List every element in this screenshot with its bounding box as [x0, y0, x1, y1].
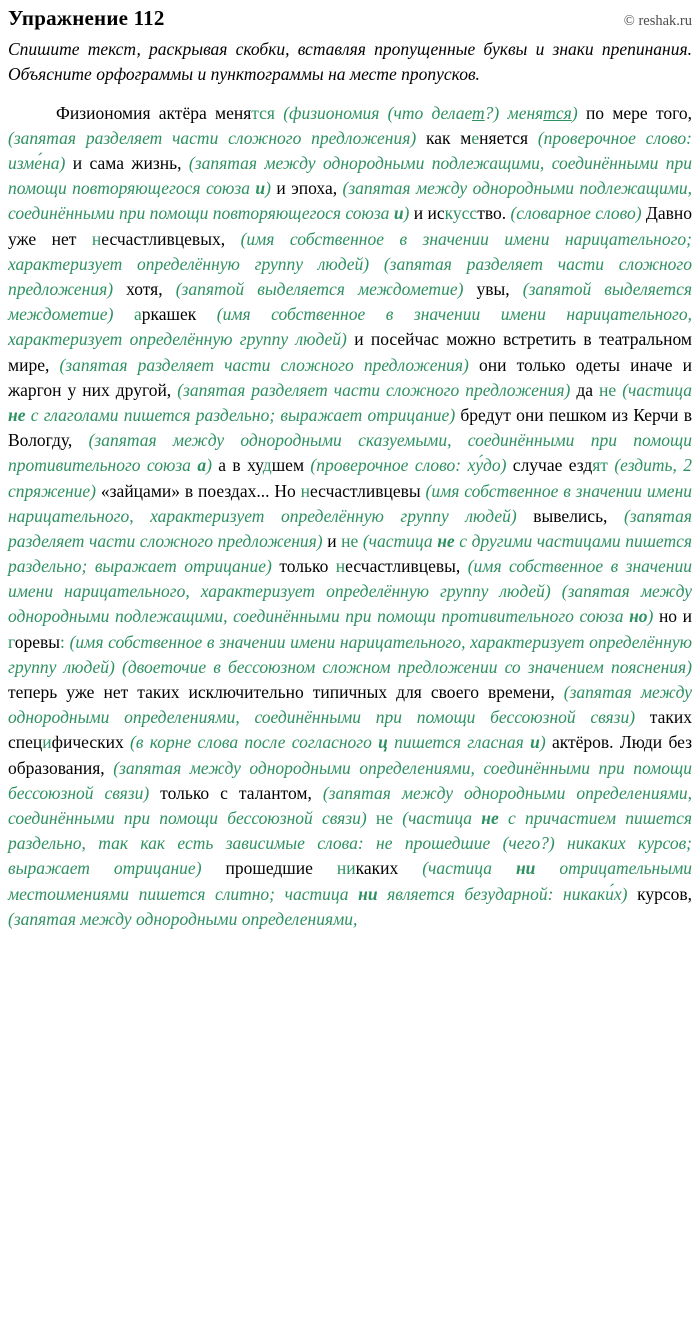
- answer-fragment: да: [576, 379, 600, 400]
- answer-fragment: няется: [479, 127, 538, 148]
- explanation-note: (запятая между однородными определениями, соединёнными при помощи бессоюзной связи): [8, 757, 692, 803]
- answer-fragment: фических: [51, 732, 131, 753]
- explanation-note: (имя собственное в значении имени нарицательного, характеризует определённую группу людей): [8, 480, 692, 526]
- explanation-note: является безударной: никаки́х): [377, 883, 638, 904]
- answer-fragment: оревы: [14, 631, 61, 652]
- explanation-note: (запятая разделяет части сложного предложения): [177, 379, 577, 400]
- explanation-note: пишется гласная: [387, 732, 531, 753]
- answer-text: [8, 101, 692, 932]
- inserted-letter: г: [8, 631, 15, 652]
- explanation-note-emphasis: не: [481, 807, 499, 828]
- answer-fragment: ркашек: [141, 304, 217, 325]
- explanation-note: (частица: [358, 530, 438, 551]
- explanation-note: ): [571, 102, 586, 123]
- explanation-note-emphasis: ни: [358, 883, 378, 904]
- answer-fragment: таких спец: [8, 707, 692, 753]
- inserted-letter: ни: [336, 858, 356, 879]
- explanation-note: (частица: [393, 807, 482, 828]
- answer-fragment: каких: [355, 858, 423, 879]
- explanation-note-emphasis: и: [255, 178, 266, 199]
- explanation-note: (словарное слово): [510, 203, 646, 224]
- explanation-note-underline: т: [472, 102, 485, 123]
- answer-fragment: и эпоха,: [276, 178, 343, 199]
- explanation-note: (запятая между однородными определениями, соединёнными при помощи бессоюзной связи): [8, 782, 693, 828]
- explanation-note: (запятой выделяется междометие): [175, 279, 477, 299]
- explanation-note: ): [539, 732, 552, 753]
- answer-fragment: но и: [658, 606, 692, 627]
- explanation-note: (запятая между однородными подлежащими, соединёнными при помощи повторяющегося союза: [8, 153, 692, 199]
- explanation-note-emphasis: но: [629, 606, 648, 627]
- explanation-note: (запятая разделяет части сложного предложения): [8, 505, 693, 551]
- answer-fragment: как м: [426, 127, 472, 148]
- explanation-note: с глаголами пишется раздельно; выражает отрицание): [25, 404, 461, 425]
- answer-fragment: хотя,: [126, 279, 176, 299]
- answer-fragment: теперь уже нет таких исключительно типичных для своего времени,: [8, 682, 564, 702]
- explanation-note: с причастием пишется раздельно, так как есть зависимые слова: не прошедшие (чего?) никаких курсов; выражает отрицание): [8, 807, 692, 879]
- page-title: Упражнение 112: [8, 6, 165, 30]
- answer-fragment: случае езд: [512, 455, 593, 476]
- explanation-note-emphasis: не: [8, 404, 26, 425]
- explanation-note: (частица: [616, 379, 693, 400]
- explanation-note: с другими частицами пишется раздельно; выражает отрицание): [8, 530, 693, 577]
- explanation-note: (запятая между однородными сказуемыми, соединёнными при помощи противительного союза: [8, 430, 692, 476]
- inserted-letter: тся: [251, 102, 275, 123]
- explanation-note: (ездить, 2 спряжение): [8, 455, 692, 501]
- inserted-letter: не: [375, 807, 394, 828]
- explanation-note: (проверочное слово: ху́до): [310, 455, 513, 476]
- explanation-note: (запятая между однородными определениями,: [8, 908, 358, 929]
- answer-fragment: и: [327, 530, 342, 551]
- inserted-letter: не: [599, 379, 617, 400]
- explanation-note: ?) меня: [484, 102, 544, 123]
- explanation-note: (частица: [422, 858, 516, 879]
- explanation-note: (имя собственное в значении имени нарицательного; характеризует определённую группу людей) (запятая разделяет части сложного предложения): [8, 228, 692, 299]
- inserted-letter: д: [262, 455, 272, 476]
- inserted-letter: н: [91, 228, 102, 249]
- site-watermark: © reshak.ru: [623, 13, 692, 29]
- answer-fragment: есчастливцевы,: [345, 556, 468, 577]
- task-instruction: Спишите текст, раскрывая скобки, вставляя пропущенные буквы и знаки препинания. Объясните орфограммы и пунктограммы на месте пропусков.: [8, 39, 692, 84]
- answer-fragment: увы,: [476, 279, 523, 299]
- answer-fragment: по мере того,: [585, 102, 692, 123]
- answer-fragment: шем: [271, 455, 311, 476]
- explanation-note: ): [647, 606, 659, 627]
- explanation-note-emphasis: и: [530, 732, 540, 753]
- answer-fragment: актёров. Люди без образования,: [8, 732, 693, 778]
- explanation-note: (запятая разделяет части сложного предложения): [59, 354, 479, 375]
- inserted-letter: :: [60, 631, 65, 652]
- explanation-note: (запятая между однородными определениями, соединёнными при помощи бессоюзной связи): [8, 682, 692, 728]
- inserted-letter: кусс: [444, 203, 478, 224]
- inserted-letter: и: [42, 732, 52, 753]
- answer-fragment: есчастливцевы: [309, 480, 426, 501]
- inserted-letter: н: [335, 556, 346, 577]
- inserted-letter: не: [341, 530, 359, 551]
- inserted-letter: ят: [592, 455, 608, 476]
- explanation-note: (имя собственное в значении имени нарицательного, характеризует определённую группу людей) (запятая между однородными подлежащими, соединёнными при помощи противительного союза: [8, 556, 692, 627]
- answer-fragment: и сама жизнь,: [72, 153, 189, 174]
- explanation-note-underline: тся: [543, 102, 572, 123]
- explanation-note: (запятая между однородными подлежащими, соединёнными при помощи повторяющегося союза: [8, 178, 692, 224]
- answer-fragment: и ис: [413, 203, 445, 224]
- explanation-note: отрицательными местоимениями пишется слитно; частица: [8, 858, 692, 904]
- explanation-note: ): [206, 455, 219, 476]
- explanation-note: ): [403, 203, 414, 224]
- explanation-note: (запятой выделяется междометие): [8, 279, 692, 325]
- answer-fragment: есчастливцевых,: [101, 228, 241, 249]
- answer-fragment: а в ху: [218, 455, 263, 476]
- answer-fragment: только с талантом,: [160, 782, 323, 803]
- answer-fragment: вывелись,: [533, 505, 624, 526]
- explanation-note-emphasis: ни: [515, 858, 536, 879]
- explanation-note-emphasis: ц: [378, 732, 388, 753]
- answer-fragment: Физиономия актёра меня: [56, 102, 252, 123]
- explanation-note-emphasis: а: [197, 455, 207, 476]
- answer-fragment: курсов,: [637, 883, 692, 904]
- answer-fragment: только: [279, 556, 336, 577]
- explanation-note: (запятая разделяет части сложного предложения): [8, 127, 426, 148]
- explanation-note: (имя собственное в значении имени нарицательного, характеризует определённую группу людей) (двоеточие в бессоюзном сложном предложении со значением пояснения): [8, 631, 692, 677]
- answer-fragment: Давно уже нет: [8, 203, 693, 249]
- answer-fragment: и посейчас можно встретить в театральном мире,: [8, 329, 693, 375]
- explanation-note: (имя собственное в значении имени нарицательного, характеризует определённую группу людей): [8, 304, 692, 350]
- inserted-letter: н: [300, 480, 310, 501]
- explanation-note-emphasis: не: [437, 530, 455, 551]
- inserted-letter: а: [133, 304, 142, 325]
- explanation-note: ): [265, 178, 277, 199]
- explanation-note: (проверочное слово: изме́на): [8, 127, 692, 174]
- inserted-letter: е: [471, 127, 480, 148]
- answer-fragment: они только одеты иначе и жаргон у них другой,: [8, 354, 692, 400]
- answer-fragment: «зайцами» в поездах... Но: [100, 480, 301, 501]
- explanation-note: (физиономия (что делае: [274, 102, 473, 123]
- answer-fragment: бредут они пешком из Керчи в Вологду,: [8, 404, 693, 451]
- answer-fragment: прошедшие: [225, 858, 337, 879]
- answer-fragment: тво.: [477, 203, 511, 224]
- explanation-note-emphasis: и: [393, 203, 404, 224]
- explanation-note: (в корне слова после согласного: [130, 732, 379, 753]
- page-header: [8, 6, 692, 31]
